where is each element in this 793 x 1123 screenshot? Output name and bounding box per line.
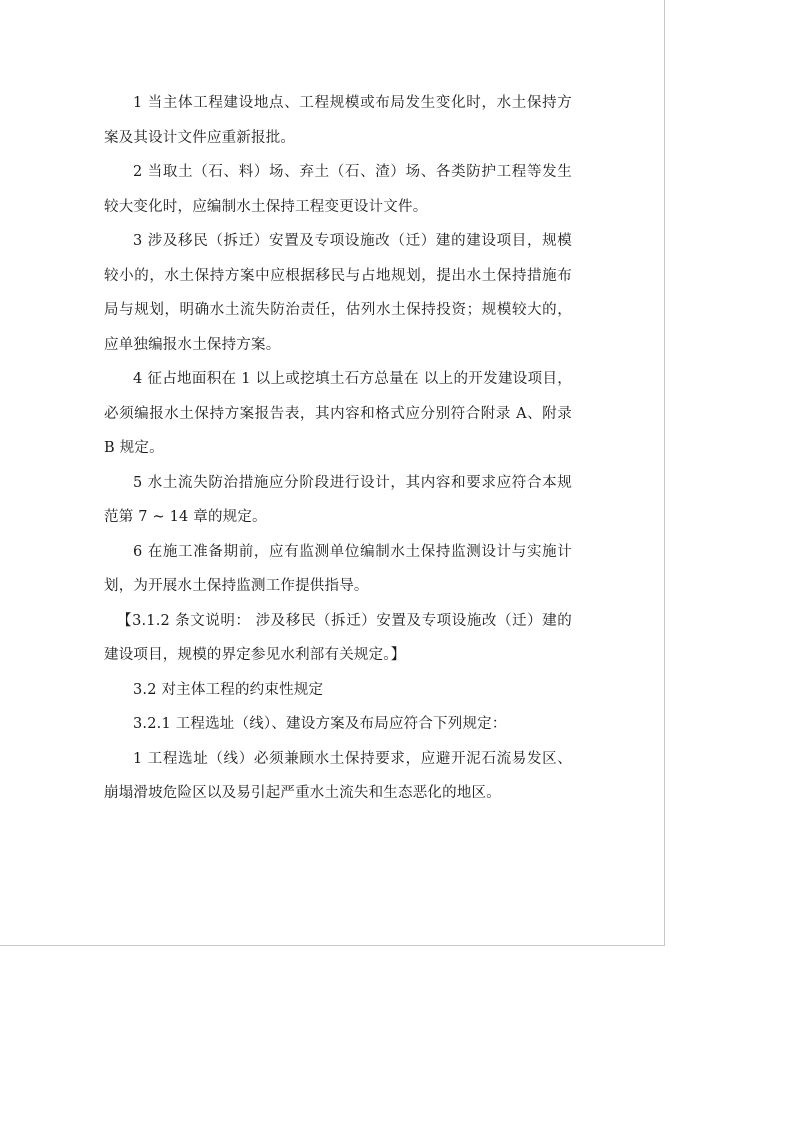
paragraph-item-3: 3 涉及移民（拆迁）安置及专项设施改（迁）建的建设项目，规模较小的，水土保持方案中应根据移民与占地规划，提出水土保持措施布局与规划，明确水土流失防治责任，估列水土保持投资；规模较大的，应单独编报水土保持方案。 [104, 233, 572, 353]
paragraph-item-2: 2 当取土（石、料）场、弃土（石、渣）场、各类防护工程等发生较大变化时，应编制水土保持工程变更设计文件。 [104, 164, 572, 215]
paragraph-item-1: 1 当主体工程建设地点、工程规模或布局发生变化时，水土保持方案及其设计文件应重新报批。 [104, 95, 572, 146]
clause-explanation-note: 【3.1.2 条文说明： 涉及移民（拆迁）安置及专项设施改（迁）建的建设项目，规模的界定参见水利部有关规定。】 [104, 612, 572, 663]
paragraph-item-4: 4 征占地面积在 1 以上或挖填土石方总量在 以上的开发建设项目，必须编报水土保持方案报告表，其内容和格式应分别符合附录 A、附录 B 规定。 [104, 371, 572, 456]
paragraph-item-5: 5 水土流失防治措施应分阶段进行设计，其内容和要求应符合本规范第 7 ~ 14 章的规定。 [104, 474, 572, 525]
section-heading: 3.2 对主体工程的约束性规定 [133, 681, 324, 698]
clause-3-2-1-item-1: 1 工程选址（线）必须兼顾水土保持要求，应避开泥石流易发区、崩塌滑坡危险区以及易引起严重水土流失和生态恶化的地区。 [104, 750, 572, 801]
clause-3-2-1: 3.2.1 工程选址（线）、建设方案及布局应符合下列规定： [133, 716, 507, 732]
page-content [104, 86, 572, 811]
paragraph-item-6: 6 在施工准备期前，应有监测单位编制水土保持监测设计与实施计划，为开展水土保持监测工作提供指导。 [104, 543, 572, 594]
